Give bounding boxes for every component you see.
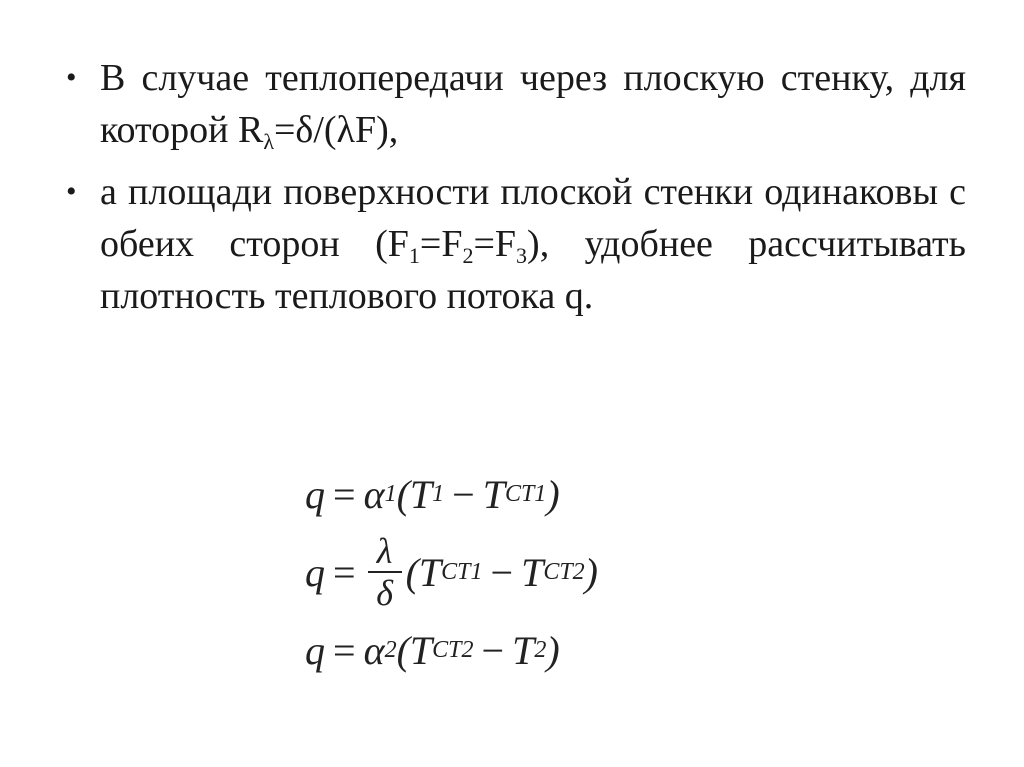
bullet-text-part: ), удобнее рассчитывать плотность теплового потока q. xyxy=(100,223,966,317)
formula-fraction xyxy=(368,532,402,612)
formula-minus: − xyxy=(490,549,514,595)
formula-equals: = xyxy=(333,471,356,517)
formula-open: (T xyxy=(396,471,433,517)
bullet-text-part: В случае теплопередачи через плоскую стенку, для которой R xyxy=(100,57,966,151)
bullet-text xyxy=(100,166,966,322)
formula-t2: T xyxy=(521,549,544,595)
formula-row-1: q = α 1 (T 1 − T СТ1 ) xyxy=(305,471,560,517)
subscript: 3 xyxy=(516,243,528,268)
formula-open: (T xyxy=(396,627,433,673)
formula-row-3: q = α 2 (T СТ2 − T 2 ) xyxy=(305,627,560,673)
bullet-item-1 xyxy=(64,52,966,156)
formula-equals: = xyxy=(333,549,356,595)
bullet-marker: • xyxy=(66,175,77,208)
formula-t2: T xyxy=(482,471,505,517)
bullet-list xyxy=(64,52,966,332)
formula-coef: α xyxy=(363,471,385,517)
formula-open: (T xyxy=(405,549,442,595)
formula-equals: = xyxy=(333,627,356,673)
formula-close: ) xyxy=(546,627,560,673)
formula-row-2: q = $\frac{\lambda}{\delta}$ (T СТ1 − T СТ2 ) xyxy=(305,531,598,613)
bullet-item-2 xyxy=(64,166,966,322)
subscript: 1 xyxy=(408,243,420,268)
formula-lhs: q xyxy=(305,471,325,517)
formula-lhs: q xyxy=(305,549,325,595)
formula-lhs: q xyxy=(305,627,325,673)
formula-block xyxy=(305,455,805,689)
subscript: 2 xyxy=(462,243,474,268)
fraction-numerator: λ xyxy=(376,531,393,571)
bullet-text-part: =δ/(λF), xyxy=(274,109,399,151)
formula-minus: − xyxy=(481,627,505,673)
bullet-text-part: =F xyxy=(419,223,463,265)
bullet-text-part: =F xyxy=(473,223,517,265)
bullet-marker: • xyxy=(66,61,77,94)
subscript-lambda: λ xyxy=(263,129,274,154)
formula-coef: α xyxy=(363,627,385,673)
bullet-text-part: а площади поверхности плоской стенки одинаковы с обеих сторон (F xyxy=(100,171,966,265)
formula-close: ) xyxy=(584,549,598,595)
formula-close: ) xyxy=(546,471,560,517)
formula-minus: − xyxy=(452,471,475,517)
formula-t2: T xyxy=(512,627,535,673)
bullet-text xyxy=(100,52,966,156)
fraction-denominator: δ xyxy=(376,573,393,613)
